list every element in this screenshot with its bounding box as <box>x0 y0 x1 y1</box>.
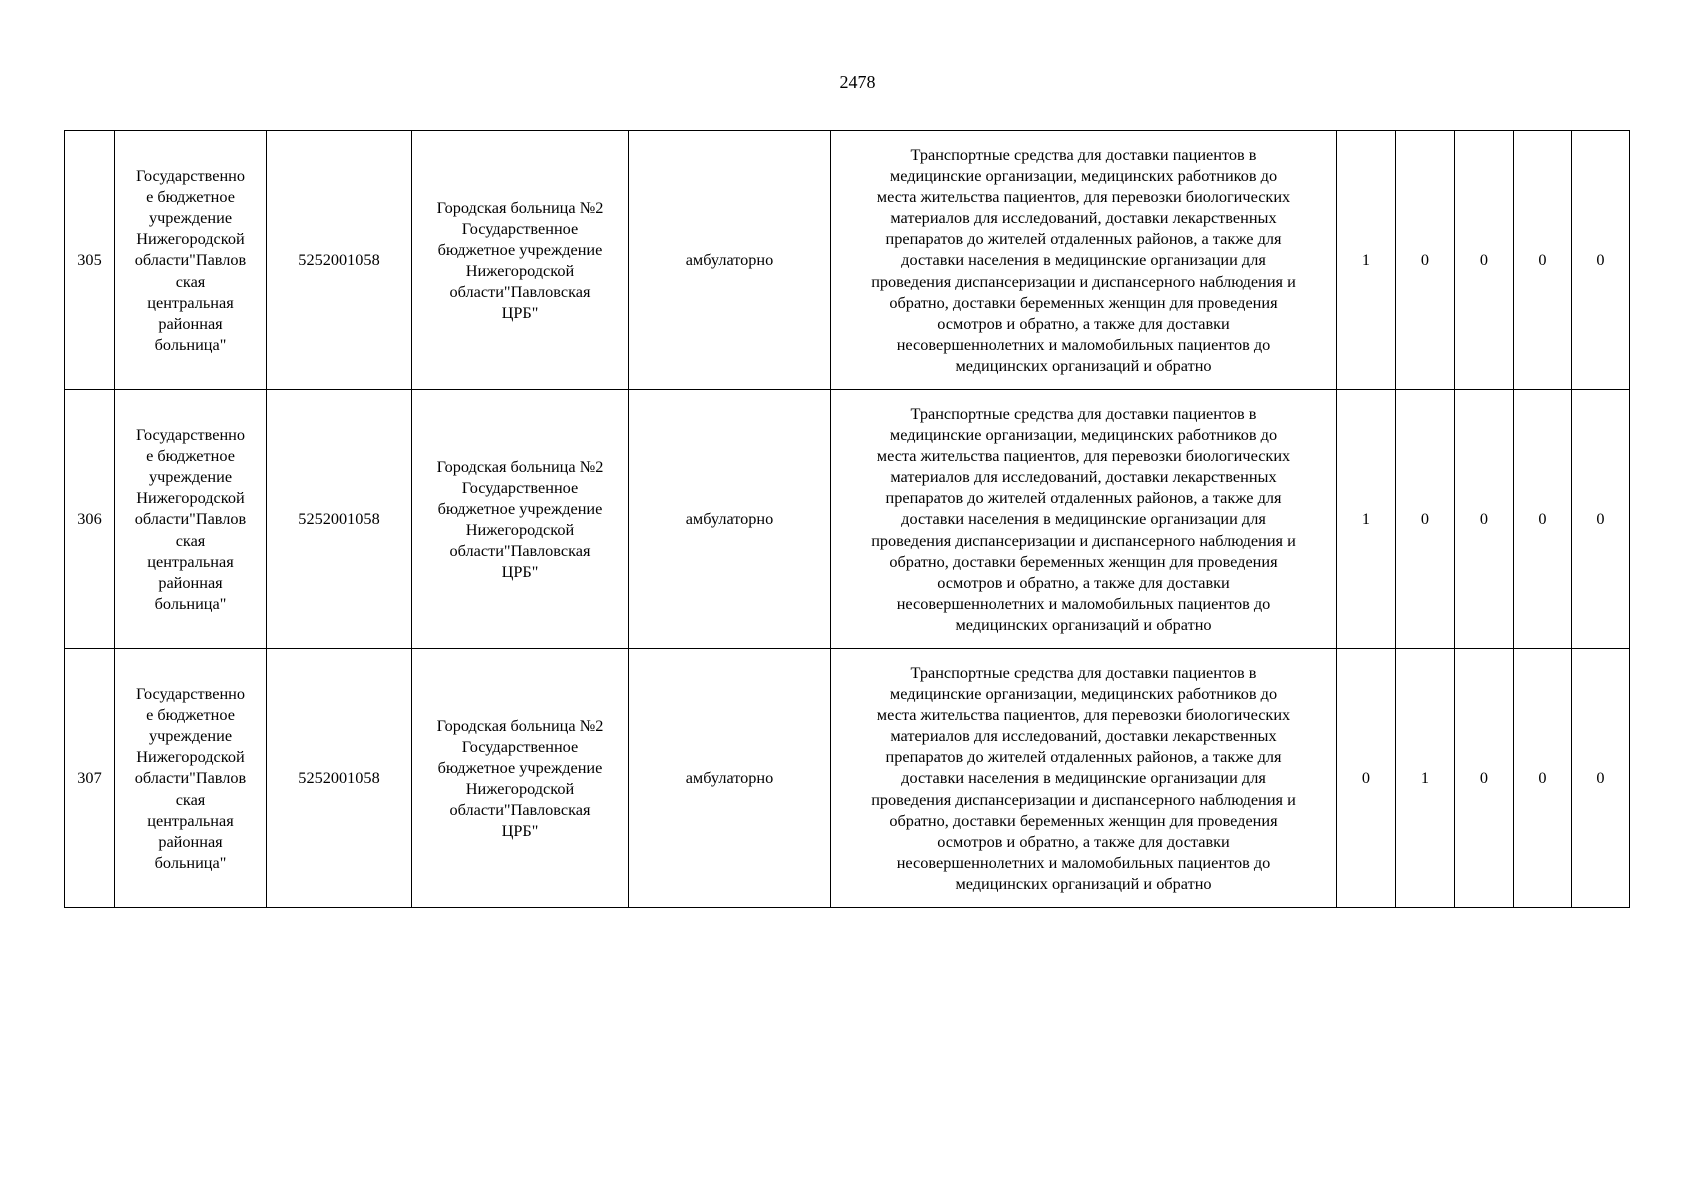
row-number-cell: 305 <box>65 131 115 390</box>
subdivision-cell: Городская больница №2 Государственное бюджетное учреждение Нижегородской области"Павловская ЦРБ" <box>412 649 629 908</box>
subdivision-cell: Городская больница №2 Государственное бюджетное учреждение Нижегородской области"Павловская ЦРБ" <box>412 131 629 390</box>
value-cell-5: 0 <box>1572 649 1630 908</box>
value-cell-2: 0 <box>1396 131 1455 390</box>
table-row <box>65 390 1630 649</box>
description-cell: Транспортные средства для доставки пациентов в медицинские организации, медицинских работников до места жительства пациентов, для перевозки биологических материалов для исследований, доставки лекарственных препаратов до жителей отдаленных районов, а также для доставки населения в медицинские организации для проведения диспансеризации и диспансерного наблюдения и обратно, доставки беременных женщин для проведения осмотров и обратно, а также для доставки несовершеннолетних и маломобильных пациентов до медицинских организаций и обратно <box>831 649 1337 908</box>
value-cell-3: 0 <box>1455 649 1514 908</box>
subdivision-cell: Городская больница №2 Государственное бюджетное учреждение Нижегородской области"Павловская ЦРБ" <box>412 390 629 649</box>
inn-cell: 5252001058 <box>267 649 412 908</box>
value-cell-5: 0 <box>1572 390 1630 649</box>
description-cell: Транспортные средства для доставки пациентов в медицинские организации, медицинских работников до места жительства пациентов, для перевозки биологических материалов для исследований, доставки лекарственных препаратов до жителей отдаленных районов, а также для доставки населения в медицинские организации для проведения диспансеризации и диспансерного наблюдения и обратно, доставки беременных женщин для проведения осмотров и обратно, а также для доставки несовершеннолетних и маломобильных пациентов до медицинских организаций и обратно <box>831 131 1337 390</box>
inn-cell: 5252001058 <box>267 390 412 649</box>
page-number: 2478 <box>839 72 876 92</box>
value-cell-1: 1 <box>1337 131 1396 390</box>
description-cell: Транспортные средства для доставки пациентов в медицинские организации, медицинских работников до места жительства пациентов, для перевозки биологических материалов для исследований, доставки лекарственных препаратов до жителей отдаленных районов, а также для доставки населения в медицинские организации для проведения диспансеризации и диспансерного наблюдения и обратно, доставки беременных женщин для проведения осмотров и обратно, а также для доставки несовершеннолетних и маломобильных пациентов до медицинских организаций и обратно <box>831 390 1337 649</box>
value-cell-1: 0 <box>1337 649 1396 908</box>
organization-cell: Государственно е бюджетное учреждение Нижегородской области"Павлов ская центральная районная больница" <box>115 390 267 649</box>
value-cell-1: 1 <box>1337 390 1396 649</box>
value-cell-3: 0 <box>1455 390 1514 649</box>
organization-cell: Государственно е бюджетное учреждение Нижегородской области"Павлов ская центральная районная больница" <box>115 649 267 908</box>
care-condition-cell: амбулаторно <box>629 649 831 908</box>
row-number-cell: 306 <box>65 390 115 649</box>
table-row <box>65 131 1630 390</box>
table-row <box>65 649 1630 908</box>
registry-table <box>64 130 1630 908</box>
inn-cell: 5252001058 <box>267 131 412 390</box>
value-cell-2: 0 <box>1396 390 1455 649</box>
value-cell-4: 0 <box>1514 131 1572 390</box>
organization-cell: Государственно е бюджетное учреждение Нижегородской области"Павлов ская центральная районная больница" <box>115 131 267 390</box>
row-number-cell: 307 <box>65 649 115 908</box>
value-cell-3: 0 <box>1455 131 1514 390</box>
value-cell-4: 0 <box>1514 390 1572 649</box>
value-cell-5: 0 <box>1572 131 1630 390</box>
care-condition-cell: амбулаторно <box>629 390 831 649</box>
care-condition-cell: амбулаторно <box>629 131 831 390</box>
value-cell-2: 1 <box>1396 649 1455 908</box>
value-cell-4: 0 <box>1514 649 1572 908</box>
